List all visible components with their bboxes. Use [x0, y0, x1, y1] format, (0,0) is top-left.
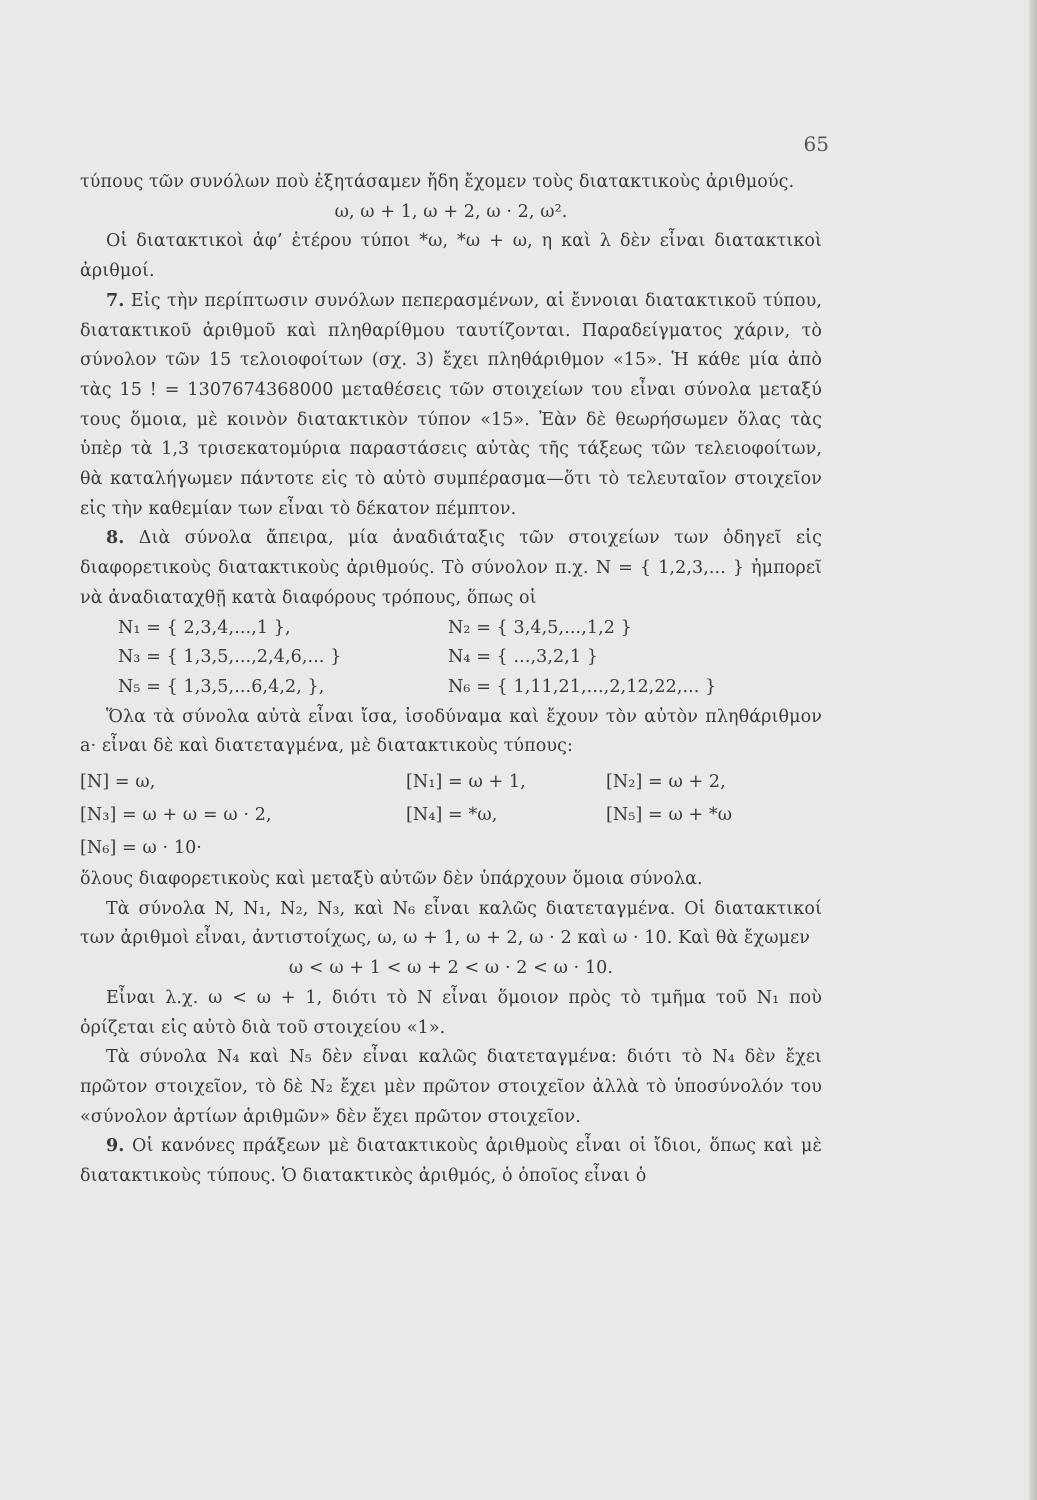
paragraph-types-not-ordinals: Οἱ διατακτικοὶ ἀφ’ ἑτέρου τύποι *ω, *ω + ω, η καὶ λ δὲν εἶναι διατακτικοὶ ἀριθμοί. [80, 231, 822, 282]
section-7-text: Εἰς τὴν περίπτωσιν συνόλων πεπερασμένων, αἱ ἔννοιαι διατακτικοῦ τύπου, διατακτικοῦ ἀριθμοῦ καὶ πληθαρίθμου ταυτίζονται. Παραδείγματος χάριν, τὸ σύνολον τῶν 15 τελοιοφοίτων (σχ. 3) ἔχει πληθάριθμον «15». Ἡ κάθε μία ἀπὸ τὰς 15 ! = 1307674368000 μεταθέσεις τῶν στοιχείων του εἶναι σύνολα μεταξύ τους ὅμοια, μὲ κοινὸν διατακτικὸν τύπον «15». Ἐὰν δὲ θεωρήσωμεν ὅλας τὰς ὑπὲρ τὰ 1,3 τρισεκατομύρια παραστάσεις αὐτὰς τῆς τάξεως τῶν τελειοφοίτων, θὰ καταλήγωμεν πάντοτε εἰς τὸ αὐτὸ συμπέρασμα—ὅτι τὸ τελευταῖον στοιχεῖον εἰς τὴν καθεμίαν των εἶναι τὸ δέκατον πέμπτον. [80, 290, 822, 519]
type-n2: [N₂] = ω + 2, [606, 772, 726, 793]
types-row [80, 799, 822, 832]
section-9-number: 9. [106, 1136, 125, 1157]
section-8 [80, 524, 822, 613]
set-list [118, 614, 822, 703]
set-row [118, 643, 822, 673]
formula-inequality: ω < ω + 1 < ω + 2 < ω · 2 < ω · 10. [288, 958, 614, 979]
ordinal-types-list [80, 766, 822, 865]
type-n4: [N₄] = *ω, [406, 805, 498, 826]
section-7 [80, 287, 822, 525]
paragraph-all-different: ὅλους διαφορετικοὺς καὶ μεταξὺ αὐτῶν δὲν ὑπάρχουν ὅμοια σύνολα. [80, 869, 703, 890]
paragraph-well-ordered: Τὰ σύνολα N, N₁, N₂, N₃, καὶ N₆ εἶναι καλῶς διατεταγμένα. Οἱ διατακτικοί των ἀριθμοὶ εἶναι, ἀντιστοίχως, ω, ω + 1, ω + 2, ω · 2 καὶ ω · 10. Καὶ θὰ ἔχωμεν [80, 898, 822, 949]
type-n: [N] = ω, [80, 772, 156, 793]
set-n2: N₂ = { 3,4,5,...,1,2 } [448, 617, 632, 638]
set-n1: N₁ = { 2,3,4,...,1 }, [118, 617, 291, 638]
set-n4: N₄ = { ...,3,2,1 } [448, 647, 599, 668]
type-n5: [N₅] = ω + *ω [606, 805, 733, 826]
set-n6: N₆ = { 1,11,21,...,2,12,22,... } [448, 676, 717, 697]
paragraph-equal-sets: Ὅλα τὰ σύνολα αὐτὰ εἶναι ἴσα, ἰσοδύναμα καὶ ἔχουν τὸν αὐτὸν πληθάριθμον a· εἶναι δὲ καὶ διατεταγμένα, μὲ διατακτικοὺς τύπους: [80, 706, 822, 757]
formula-ordinals: ω, ω + 1, ω + 2, ω · 2, ω². [334, 201, 568, 222]
section-7-number: 7. [106, 290, 125, 311]
page-edge [1029, 0, 1037, 1500]
type-n1: [N₁] = ω + 1, [406, 772, 526, 793]
paragraph-not-well-ordered: Τὰ σύνολα N₄ καὶ N₅ δὲν εἶναι καλῶς διατεταγμένα: διότι τὸ N₄ δὲν ἔχει πρῶτον στοιχεῖον, τὸ δὲ N₂ ἔχει μὲν πρῶτον στοιχεῖον ἀλλὰ τὸ ὑποσύνολόν του «σύνολον ἀρτίων ἀριθμῶν» δὲν ἔχει πρῶτον στοιχεῖον. [80, 1047, 822, 1127]
section-8-text: Διὰ σύνολα ἄπειρα, μία ἀναδιάταξις τῶν στοιχείων των ὁδηγεῖ εἰς διαφορετικοὺς διατακτικοὺς ἀριθμούς. Τὸ σύνολον π.χ. N = { 1,2,3,... } ἠμπορεῖ νὰ ἀναδιαταχθῇ κατὰ διαφόρους τρόπους, ὅπως οἱ [80, 528, 822, 608]
set-n3: N₃ = { 1,3,5,...,2,4,6,... } [118, 647, 342, 668]
set-row [118, 673, 822, 703]
set-row [118, 614, 822, 644]
page-number: 65 [803, 132, 829, 156]
section-9 [80, 1132, 822, 1191]
type-n6: [N₆] = ω · 10· [80, 838, 202, 859]
types-row [80, 766, 822, 799]
type-n3: [N₃] = ω + ω = ω · 2, [80, 805, 272, 826]
page-body [80, 168, 822, 1192]
section-8-number: 8. [106, 528, 125, 549]
section-9-text: Οἱ κανόνες πράξεων μὲ διατακτικοὺς ἀριθμοὺς εἶναι οἱ ἴδιοι, ὅπως καὶ μὲ διατακτικοὺς τύπους. Ὁ διατακτικὸς ἀριθμός, ὁ ὁποῖος εἶναι ὁ [80, 1136, 822, 1187]
paragraph-intro: τύπους τῶν συνόλων ποὺ ἐξητάσαμεν ἤδη ἔχομεν τοὺς διατακτικοὺς ἀριθμούς. [80, 172, 795, 192]
set-n5: N₅ = { 1,3,5,...6,4,2, }, [118, 676, 325, 697]
paragraph-example: Εἶναι λ.χ. ω < ω + 1, διότι τὸ N εἶναι ὅμοιον πρὸς τὸ τμῆμα τοῦ N₁ ποὺ ὁρίζεται εἰς αὐτὸ διὰ τοῦ στοιχείου «1». [80, 987, 822, 1038]
types-row [80, 832, 822, 865]
